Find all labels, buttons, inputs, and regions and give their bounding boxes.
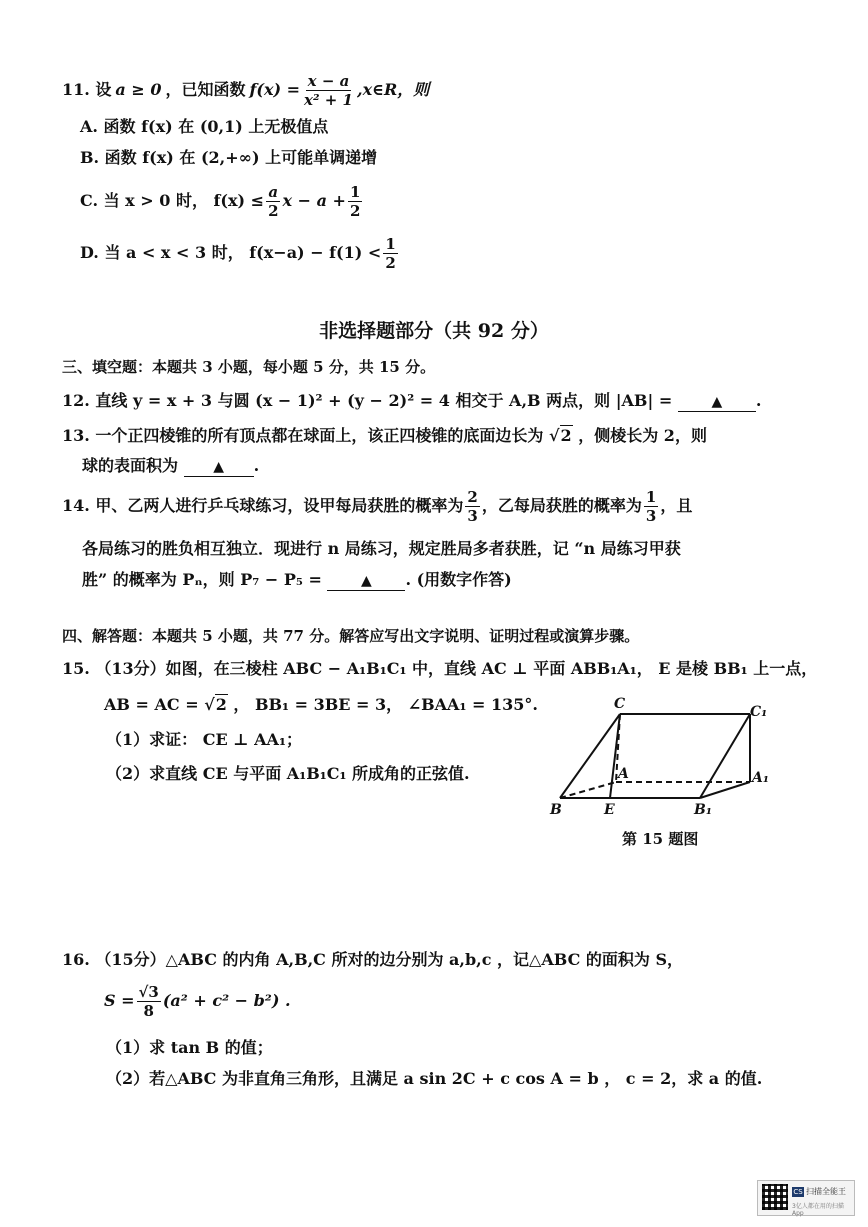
q15-sqrt: √2 [204,695,227,714]
label-c: C [614,696,626,712]
q12: 12. 直线 y = x + 3 与圆 (x − 1)² + (y − 2)² = 4 相交于 A,B 两点，则 |AB| = ▲ . [62,391,762,410]
q14-frac1: $\frac{2}{3}$ [467,487,478,525]
label-a1: A₁ [752,770,769,786]
q13-answer-blank: ▲ [184,458,254,477]
q15-line1: 15. （13分）如图，在三棱柱 ABC − A₁B₁C₁ 中，直线 AC ⊥ 平面 ABB₁A₁， E 是棱 BB₁ 上一点， [62,659,818,678]
edge-ab-hidden [560,782,616,798]
q11-option-d: D. 当 a < x < 3 时， f(x−a) − f(1) < $\frac{1}{2}$ [80,234,396,272]
q12-answer-blank: ▲ [678,393,756,412]
q14-line3: 胜” 的概率为 Pₙ，则 P₇ − P₅ = ▲ . (用数字作答) [82,570,512,589]
watermark-subtext: 3亿人都在用的扫描App [792,1203,844,1217]
label-b1: B₁ [694,802,712,818]
scanner-watermark [757,1180,855,1216]
q16-frac: $\frac{√3}{8}$ [138,982,159,1020]
q15-line2: AB = AC = √2 ， BB₁ = 3BE = 3， ∠BAA₁ = 135°. [104,693,538,717]
section-title: 非选择题部分（共 92 分） [319,320,549,342]
q11-c-frac2: $\frac{1}{2}$ [349,182,361,220]
q16-line2: S = $\frac{√3}{8}$ (a² + c² − b²) . [104,982,291,1020]
q16-part2: （2）若△ABC 为非直角三角形，且满足 a sin 2C + c cos A = b ， c = 2，求 a 的值. [106,1069,763,1088]
q14-line2: 各局练习的胜负相互独立．现进行 n 局练习，规定胜局多者获胜，记 “n 局练习甲获 [82,539,681,558]
qr-code-icon [762,1184,788,1210]
q14-frac2: $\frac{1}{3}$ [645,487,657,525]
label-b: B [550,802,562,818]
q14-answer-blank: ▲ [327,572,405,591]
camscanner-logo: CS [793,1188,803,1196]
q13-line1: 13. 一个正四棱锥的所有顶点都在球面上，该正四棱锥的底面边长为 √2 ，侧棱长为 2，则 [62,424,707,448]
q13-sqrt: √2 [549,426,572,445]
q11-stem: 11. 设 a ≥ 0 ，已知函数 f(x) = $\frac{x - a}{\text{x² + 1}}$ ,x∈R，则 [62,71,430,109]
part4-heading: 四、解答题：本题共 5 小题，共 77 分。解答应写出文字说明、证明过程或演算步骤。 [62,627,640,645]
q14-line1: 14. 甲、乙两人进行乒乓球练习，设甲每局获胜的概率为 $\frac{2}{3}$ ，乙每局获胜的概率为 $\frac{1}{3}$ ，且 [62,487,693,525]
label-a: A [618,766,629,782]
part3-heading: 三、填空题：本题共 3 小题，每小题 5 分，共 15 分。 [62,358,436,376]
q15-part1: （1）求证： CE ⊥ AA₁； [106,730,302,749]
q11-c-frac1: $\frac{a}{2}$ [268,182,279,220]
q11-option-b: B. 函数 f(x) 在 (2,+∞) 上可能单调递增 [80,148,378,167]
label-e: E [604,802,615,818]
q16-line1: 16. （15分）△ABC 的内角 A,B,C 所对的边分别为 a,b,c ，记△ABC 的面积为 S， [62,950,684,969]
q15-prism-figure [540,690,780,820]
q13-line2: 球的表面积为 ▲ . [82,456,260,475]
q11-option-c: C. 当 x > 0 时， f(x) ≤ $\frac{a}{2}$ x − a + $\frac{1}{2}$ [80,182,361,220]
q11-fraction: $\frac{x - a}{\text{x² + 1}}$ [304,71,353,109]
q15-figure-caption: 第 15 题图 [622,830,699,848]
q15-part2: （2）求直线 CE 与平面 A₁B₁C₁ 所成角的正弦值. [106,764,470,783]
label-c1: C₁ [750,704,768,720]
q11-d-frac: $\frac{1}{2}$ [385,234,396,272]
q11-option-a: A. 函数 f(x) 在 (0,1) 上无极值点 [80,117,329,136]
q16-part1: （1）求 tan B 的值； [106,1038,273,1057]
watermark-text: 扫描全能王 [806,1187,846,1196]
